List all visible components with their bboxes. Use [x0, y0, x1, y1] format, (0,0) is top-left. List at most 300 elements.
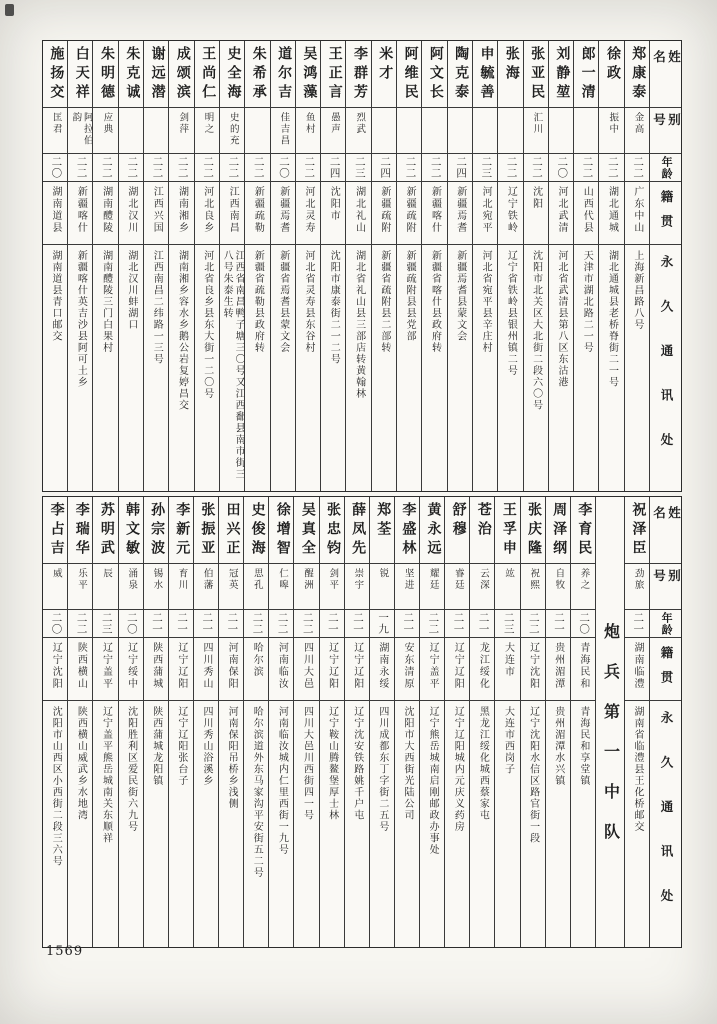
- person-alias-cell: [245, 108, 269, 154]
- person-alias-cell-text: 愚声: [328, 112, 339, 135]
- person-age-cell-text: 二二: [606, 156, 618, 179]
- person-name-cell: [296, 41, 320, 108]
- person-alias-cell-text: 耀廷: [427, 568, 438, 591]
- header-native-cell: [650, 638, 681, 701]
- person-name-cell-text: 薛凤先: [350, 502, 366, 559]
- person-age-cell: [625, 610, 649, 638]
- person-address-cell-text: 湖南醴陵三门白果村: [100, 250, 112, 354]
- person-native-cell: [546, 638, 570, 701]
- person-native-cell-text: 新疆疏勒: [252, 186, 264, 234]
- person-native-cell: [521, 638, 545, 701]
- person-alias-cell: [397, 108, 421, 154]
- person-age-cell-text: 二一: [632, 612, 644, 635]
- person-address-cell: [144, 701, 168, 946]
- unit-title-text: 炮兵第一中队: [601, 623, 619, 863]
- person-address-cell: [395, 701, 419, 946]
- person-alias-cell-text: 涌泉: [126, 568, 137, 591]
- person-alias-cell: [93, 564, 117, 610]
- person-name-cell-text: 吴真全: [299, 502, 315, 559]
- person-address-cell-text: 辽宁熊岳城南启刚邮政办事处: [427, 706, 439, 856]
- person-age-cell: [422, 154, 446, 182]
- person-age-cell-text: 二二: [581, 156, 593, 179]
- person-alias-cell: [395, 564, 419, 610]
- person-age-cell-text: 二〇: [277, 156, 289, 179]
- person-age-cell: [219, 610, 243, 638]
- person-native-cell-text: 哈尔滨: [251, 642, 263, 678]
- unit-title: [596, 497, 624, 946]
- person-age-cell-text: 二〇: [50, 156, 62, 179]
- person-address-cell: [524, 245, 548, 490]
- header-alias-cell-text: 别号: [651, 113, 681, 134]
- header-address-cell: [650, 245, 681, 490]
- person-native-cell-text: 沈阳: [530, 186, 542, 210]
- person-column: [396, 41, 421, 491]
- person-age-cell: [495, 610, 519, 638]
- person-age-cell: [169, 610, 193, 638]
- person-column: [447, 41, 472, 491]
- person-native-cell: [93, 182, 117, 245]
- person-name-cell: [448, 41, 472, 108]
- person-address-cell: [119, 701, 143, 946]
- person-age-cell-text: 二二: [251, 612, 263, 635]
- person-alias-cell-text: 云深: [478, 568, 488, 591]
- person-age-cell: [144, 610, 168, 638]
- person-name-cell-text: 陶克泰: [453, 46, 469, 103]
- person-address-cell-text: 新疆焉耆县蒙文会: [454, 250, 466, 342]
- person-address-cell-text: 辽宁辽阳城内元庆义药房: [452, 706, 464, 833]
- person-address-cell-text: 陕西蒲城龙阳镇: [150, 706, 162, 787]
- person-age-cell: [521, 610, 545, 638]
- person-age-cell: [169, 154, 193, 182]
- person-name-cell-text: 张振亚: [199, 502, 215, 559]
- person-address-cell: [194, 701, 218, 946]
- person-column: [570, 497, 595, 947]
- header-alias-cell: [650, 564, 681, 610]
- person-alias-cell-text: 锐: [377, 568, 388, 580]
- person-column: [168, 41, 193, 491]
- person-address-cell: [546, 701, 570, 946]
- person-name-cell: [571, 497, 595, 564]
- person-native-cell: [169, 182, 193, 245]
- person-native-cell-text: 辽宁沈阳: [527, 642, 539, 690]
- person-name-cell: [119, 41, 143, 108]
- person-alias-cell: [169, 564, 193, 610]
- person-name-cell: [269, 497, 293, 564]
- person-alias-cell: [321, 108, 345, 154]
- person-column: [345, 41, 370, 491]
- person-native-cell: [473, 182, 497, 245]
- header-age-cell-text: 年龄: [660, 611, 673, 636]
- person-alias-cell: [68, 108, 92, 154]
- person-alias-cell: [521, 564, 545, 610]
- person-native-cell-text: 辽宁盖平: [427, 642, 439, 690]
- person-name-cell-text: 张忠钧: [324, 502, 340, 559]
- person-native-cell: [625, 638, 649, 701]
- person-address-cell: [245, 245, 269, 490]
- person-name-cell-text: 李瑞华: [73, 502, 89, 559]
- person-native-cell-text: 湖北汉川: [125, 186, 137, 234]
- person-address-cell-text: 沈阳胜利区爱民街六九号: [125, 706, 137, 833]
- person-address-cell-text: 江西南昌二纬路一三号: [151, 250, 163, 365]
- person-alias-cell: [345, 564, 369, 610]
- person-native-cell-text: 河南临汝: [276, 642, 288, 690]
- person-name-cell-text: 李群芳: [351, 46, 367, 103]
- person-name-cell-text: 黄永远: [425, 502, 441, 559]
- person-column: [421, 41, 446, 491]
- person-address-cell: [372, 245, 396, 490]
- person-name-cell: [220, 41, 244, 108]
- person-address-cell-text: 辽宁沈安铁路姚千户屯: [351, 706, 363, 821]
- person-address-cell: [420, 701, 444, 946]
- person-address-cell-text: 湖北汉川蚌湖口: [125, 250, 137, 331]
- person-native-cell-text: 辽宁盖平: [100, 642, 112, 690]
- person-age-cell-text: 二三: [100, 612, 112, 635]
- person-name-cell-text: 史俊海: [249, 502, 265, 559]
- person-native-cell: [294, 638, 318, 701]
- person-alias-cell: [571, 564, 595, 610]
- person-address-cell: [370, 701, 394, 946]
- person-native-cell: [271, 182, 295, 245]
- person-address-cell-text: 河北省武清县第八区东沽港: [555, 250, 567, 388]
- person-name-cell-text: 苏明武: [98, 502, 114, 559]
- page-number: 1569: [46, 944, 84, 959]
- person-age-cell: [574, 154, 598, 182]
- person-age-cell: [420, 610, 444, 638]
- person-address-cell: [294, 701, 318, 946]
- person-age-cell: [195, 154, 219, 182]
- person-alias-cell-text: 威: [50, 568, 61, 580]
- person-name-cell-text: 韩文敏: [123, 502, 139, 559]
- person-age-cell: [294, 610, 318, 638]
- person-address-cell: [625, 701, 649, 946]
- person-age-cell: [473, 154, 497, 182]
- person-age-cell-text: 二二: [126, 156, 138, 179]
- person-column: [67, 497, 92, 947]
- person-native-cell: [397, 182, 421, 245]
- person-alias-cell: [346, 108, 370, 154]
- person-alias-cell-text: 思孔: [251, 568, 262, 591]
- person-native-cell-text: 辽宁绥中: [125, 642, 137, 690]
- person-name-cell: [422, 41, 446, 108]
- person-address-cell-text: 辽宁省铁岭县银州镇二号: [505, 250, 517, 377]
- person-address-cell-text: 大连市西岗子: [502, 706, 514, 775]
- person-age-cell: [395, 610, 419, 638]
- person-alias-cell-text: 辰: [101, 568, 112, 580]
- person-name-cell-text: 李盛林: [400, 502, 416, 559]
- person-alias-cell-text: 坚进: [402, 568, 413, 591]
- person-address-cell: [345, 701, 369, 946]
- person-native-cell: [43, 182, 67, 245]
- person-age-cell-text: 二〇: [556, 156, 568, 179]
- person-address-cell-text: 湖南道县青口邮交: [50, 250, 62, 342]
- person-address-cell: [397, 245, 421, 490]
- person-name-cell: [245, 41, 269, 108]
- person-address-cell: [244, 701, 268, 946]
- person-native-cell: [195, 182, 219, 245]
- person-age-cell-text: 二二: [427, 612, 439, 635]
- person-native-cell-text: 贵州湄潭: [552, 642, 564, 690]
- person-column: [118, 41, 143, 491]
- person-address-cell: [320, 701, 344, 946]
- person-native-cell: [395, 638, 419, 701]
- person-name-cell: [93, 497, 117, 564]
- person-age-cell: [397, 154, 421, 182]
- person-native-cell: [345, 638, 369, 701]
- person-name-cell-text: 张海: [503, 46, 519, 84]
- person-address-cell: [521, 701, 545, 946]
- person-native-cell: [93, 638, 117, 701]
- person-column: [494, 497, 519, 947]
- person-name-cell: [397, 41, 421, 108]
- person-name-cell-text: 成颂滨: [174, 46, 190, 103]
- person-alias-cell-text: 阿拉伯韵: [70, 112, 92, 147]
- person-address-cell: [43, 701, 67, 946]
- person-address-cell: [271, 245, 295, 490]
- person-name-cell-text: 阿维民: [402, 46, 418, 103]
- person-column: [168, 497, 193, 947]
- header-age-cell-text: 年龄: [660, 155, 673, 180]
- person-native-cell: [244, 638, 268, 701]
- person-column: [369, 497, 394, 947]
- person-age-cell: [119, 610, 143, 638]
- person-age-cell-text: 二二: [227, 156, 239, 179]
- person-name-cell: [549, 41, 573, 108]
- person-name-cell-text: 刘静堃: [554, 46, 570, 103]
- person-name-cell: [495, 497, 519, 564]
- person-age-cell: [321, 154, 345, 182]
- person-alias-cell-text: 振中: [607, 112, 618, 135]
- person-native-cell-text: 辽宁辽阳: [351, 642, 363, 690]
- person-native-cell: [420, 638, 444, 701]
- person-alias-cell-text: 自牧: [553, 568, 564, 591]
- person-column: [320, 41, 345, 491]
- person-address-cell-text: 新疆喀什英吉沙县阿可土乡: [75, 250, 87, 388]
- person-address-cell: [574, 245, 598, 490]
- person-address-cell: [144, 245, 168, 490]
- person-alias-cell-text: 应典: [101, 112, 112, 135]
- person-alias-cell: [473, 108, 497, 154]
- person-address-cell: [625, 245, 649, 490]
- person-native-cell-text: 新疆焉耆: [277, 186, 289, 234]
- person-name-cell-text: 吴鸿藻: [301, 46, 317, 103]
- person-alias-cell: [269, 564, 293, 610]
- person-name-cell: [521, 497, 545, 564]
- person-address-cell-text: 沈阳市山西区小西街二段三六号: [50, 706, 62, 867]
- person-native-cell: [119, 182, 143, 245]
- person-name-cell: [169, 41, 193, 108]
- person-native-cell: [574, 182, 598, 245]
- person-name-cell-text: 施扬交: [48, 46, 64, 103]
- person-native-cell: [470, 638, 494, 701]
- person-age-cell: [43, 610, 67, 638]
- person-native-cell-text: 新疆焉耆: [454, 186, 466, 234]
- person-name-cell: [144, 41, 168, 108]
- person-name-cell: [498, 41, 522, 108]
- person-native-cell-text: 辽宁辽阳: [326, 642, 338, 690]
- person-native-cell: [320, 638, 344, 701]
- person-alias-cell: [144, 564, 168, 610]
- person-alias-cell: [625, 564, 649, 610]
- person-name-cell-text: 朱克诚: [124, 46, 140, 103]
- person-name-cell: [395, 497, 419, 564]
- person-alias-cell: [119, 564, 143, 610]
- person-native-cell-text: 新疆喀什: [429, 186, 441, 234]
- person-name-cell-text: 谢远潜: [149, 46, 165, 103]
- person-name-cell: [546, 497, 570, 564]
- header-column: [649, 497, 681, 947]
- header-native-cell: [650, 182, 681, 245]
- person-address-cell: [571, 701, 595, 946]
- person-address-cell-text: 河南临汝城内仁里西街一九号: [276, 706, 288, 856]
- person-age-cell-text: 二二: [404, 156, 416, 179]
- person-age-cell-text: 二二: [75, 156, 87, 179]
- person-column: [295, 41, 320, 491]
- person-age-cell: [320, 610, 344, 638]
- person-native-cell-text: 新疆喀什: [75, 186, 87, 234]
- person-address-cell-text: 湖北省礼山县三部店转黄翰林: [353, 250, 365, 400]
- person-age-cell: [498, 154, 522, 182]
- person-alias-cell-text: 汇川: [531, 112, 542, 135]
- person-address-cell: [448, 245, 472, 490]
- person-age-cell-text: 二一: [176, 612, 188, 635]
- person-name-cell: [420, 497, 444, 564]
- person-name-cell-text: 苍治: [475, 502, 491, 540]
- person-native-cell: [220, 182, 244, 245]
- person-column: [344, 497, 369, 947]
- person-age-cell: [271, 154, 295, 182]
- person-native-cell: [346, 182, 370, 245]
- person-name-cell-text: 徐政: [604, 46, 620, 84]
- header-name-cell: [650, 497, 681, 564]
- person-name-cell: [68, 41, 92, 108]
- person-address-cell: [445, 701, 469, 946]
- person-native-cell-text: 河北灵寿: [302, 186, 314, 234]
- person-name-cell: [574, 41, 598, 108]
- person-name-cell: [524, 41, 548, 108]
- person-alias-cell: [495, 564, 519, 610]
- person-address-cell-text: 江西省南昌鸭子塘三〇号又江西鄱县南市街三八号朱泰生转: [221, 250, 245, 480]
- person-column: [118, 497, 143, 947]
- person-age-cell-text: 二二: [276, 612, 288, 635]
- person-native-cell-text: 新疆疏附: [404, 186, 416, 234]
- person-address-cell: [93, 701, 117, 946]
- person-native-cell-text: 江西兴国: [151, 186, 163, 234]
- person-address-cell: [43, 245, 67, 490]
- person-alias-cell-text: 剑平: [327, 568, 338, 591]
- person-native-cell: [219, 638, 243, 701]
- person-native-cell: [321, 182, 345, 245]
- person-alias-cell: [372, 108, 396, 154]
- person-address-cell-text: 新疆省疏附县二部转: [378, 250, 390, 354]
- person-age-cell-text: 二二: [75, 612, 87, 635]
- person-alias-cell: [271, 108, 295, 154]
- person-alias-cell-text: 明之: [202, 112, 213, 135]
- person-address-cell-text: 辽宁辽阳张台子: [175, 706, 187, 787]
- person-column: [545, 497, 570, 947]
- person-name-cell: [43, 497, 67, 564]
- person-native-cell: [68, 182, 92, 245]
- person-address-cell: [195, 245, 219, 490]
- person-address-cell-text: 沈阳市康泰街二一二号: [328, 250, 340, 365]
- person-address-cell: [321, 245, 345, 490]
- person-alias-cell: [549, 108, 573, 154]
- person-alias-cell: [546, 564, 570, 610]
- person-address-cell-text: 青海民和享堂镇: [577, 706, 589, 787]
- person-age-cell-text: 二二: [527, 612, 539, 635]
- person-address-cell-text: 湖北通城县老桥脊街二一号: [606, 250, 618, 388]
- person-age-cell-text: 二二: [252, 156, 264, 179]
- header-column: [649, 41, 681, 491]
- person-age-cell-text: 二四: [328, 156, 340, 179]
- person-name-cell-text: 阿文长: [427, 46, 443, 103]
- person-address-cell: [599, 245, 623, 490]
- person-alias-cell: [320, 564, 344, 610]
- person-address-cell-text: 湖南湘乡容水乡鹅公岩复婷昌交: [176, 250, 188, 411]
- person-name-cell-text: 王正言: [326, 46, 342, 103]
- person-native-cell-text: 辽宁沈阳: [50, 642, 62, 690]
- person-native-cell-text: 沈阳市: [328, 186, 340, 222]
- header-address-cell-text: 永久通讯处: [659, 255, 673, 478]
- person-column: [624, 497, 649, 947]
- unit-column: [595, 497, 624, 947]
- person-age-cell-text: 二四: [455, 156, 467, 179]
- person-name-cell: [244, 497, 268, 564]
- person-age-cell: [571, 610, 595, 638]
- person-native-cell: [448, 182, 472, 245]
- person-native-cell-text: 湖南道县: [50, 186, 62, 234]
- person-native-cell-text: 河北良乡: [201, 186, 213, 234]
- header-address-cell: [650, 701, 681, 946]
- person-age-cell-text: 二二: [176, 156, 188, 179]
- person-native-cell: [498, 182, 522, 245]
- person-native-cell-text: 四川大邑: [301, 642, 313, 690]
- person-name-cell-text: 周泽纲: [551, 502, 567, 559]
- person-name-cell: [321, 41, 345, 108]
- person-name-cell: [294, 497, 318, 564]
- person-name-cell-text: 李育民: [576, 502, 592, 559]
- person-age-cell: [43, 154, 67, 182]
- person-native-cell-text: 河北武清: [555, 186, 567, 234]
- person-column: [469, 497, 494, 947]
- person-name-cell: [194, 497, 218, 564]
- person-age-cell-text: 一九: [377, 612, 389, 635]
- person-alias-cell: [119, 108, 143, 154]
- person-age-cell-text: 二三: [480, 156, 492, 179]
- person-alias-cell: [144, 108, 168, 154]
- person-age-cell-text: 二三: [502, 612, 514, 635]
- person-name-cell-text: 郎一清: [579, 46, 595, 103]
- person-native-cell-text: 江西南昌: [227, 186, 239, 234]
- roster-table-top: [42, 40, 682, 492]
- person-alias-cell-text: 仁嗥: [277, 568, 287, 591]
- person-column: [624, 41, 649, 491]
- header-name-cell: [650, 41, 681, 108]
- person-address-cell-text: 哈尔滨道外东马家沟平安街五二号: [251, 706, 263, 879]
- person-name-cell: [169, 497, 193, 564]
- person-name-cell-text: 孙宗波: [149, 502, 165, 559]
- person-native-cell-text: 湖南临澧: [631, 642, 643, 690]
- person-native-cell: [296, 182, 320, 245]
- person-alias-cell: [498, 108, 522, 154]
- person-age-cell: [68, 154, 92, 182]
- person-age-cell: [93, 154, 117, 182]
- person-age-cell-text: 二一: [226, 612, 238, 635]
- person-column: [319, 497, 344, 947]
- person-column: [293, 497, 318, 947]
- person-native-cell: [495, 638, 519, 701]
- person-alias-cell: [625, 108, 649, 154]
- person-native-cell-text: 湖南醴陵: [100, 186, 112, 234]
